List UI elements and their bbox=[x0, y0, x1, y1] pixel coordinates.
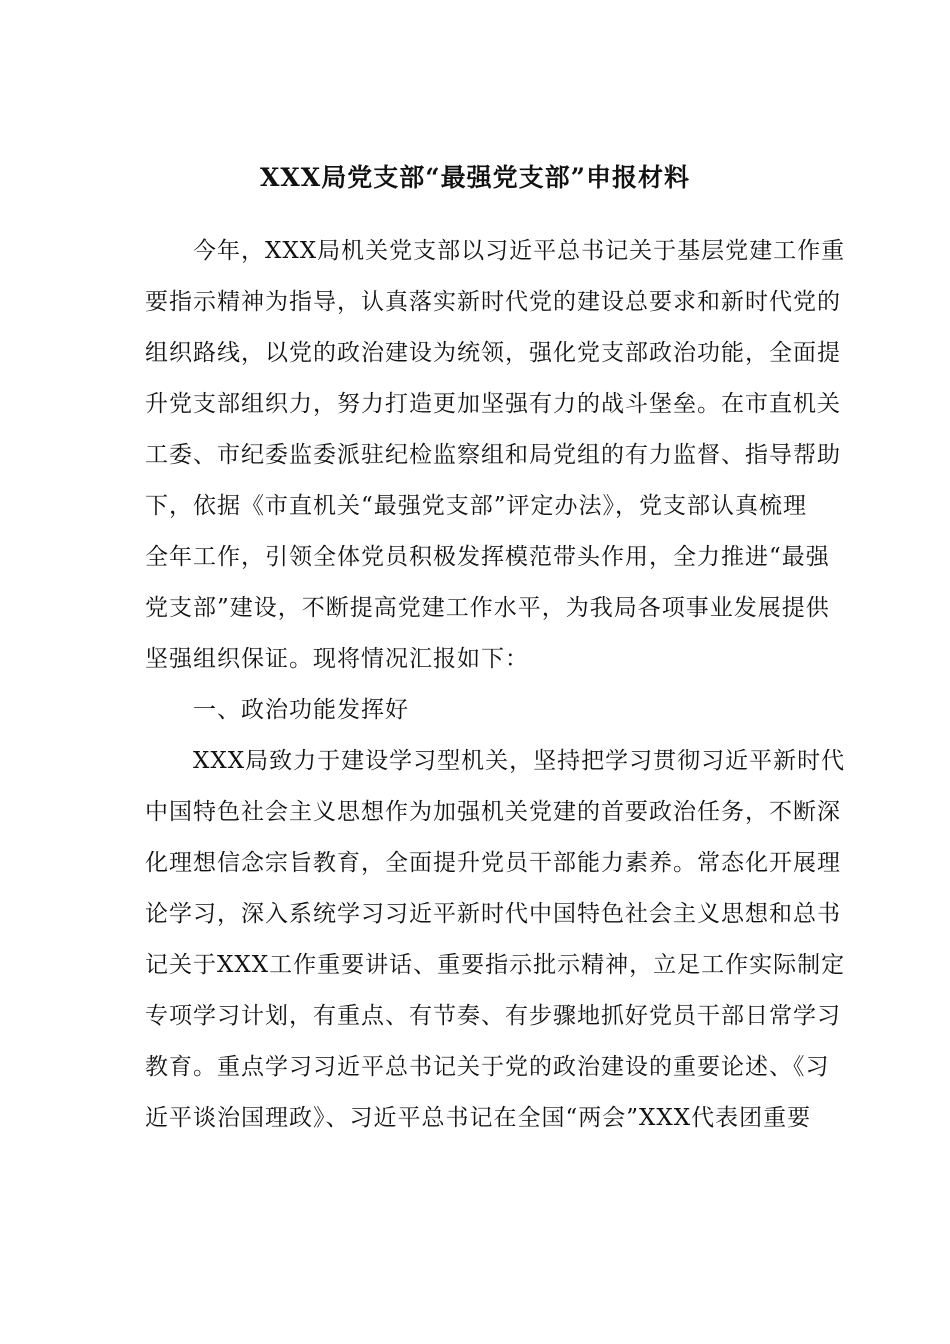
paragraph-line: XXX局致力于建设学习型机关，坚持把学习贯彻习近平新时代 bbox=[193, 748, 846, 774]
paragraph-line: 记关于XXX工作重要讲话、重要指示批示精神，立足工作实际制定 bbox=[145, 952, 846, 978]
paragraph-line: 升党支部组织力，努力打造更加坚强有力的战斗堡垒。在市直机关 bbox=[145, 391, 841, 417]
paragraph-line: 今年，XXX局机关党支部以习近平总书记关于基层党建工作重 bbox=[193, 238, 846, 264]
paragraph-line: 近平谈治国理政》、习近平总书记在全国“两会”XXX代表团重要 bbox=[145, 1105, 812, 1131]
paragraph-line: 坚强组织保证。现将情况汇报如下： bbox=[145, 646, 529, 672]
paragraph-line: 化理想信念宗旨教育，全面提升党员干部能力素养。常态化开展理 bbox=[145, 850, 841, 876]
document-title: XXX局党支部“最强党支部”申报材料 bbox=[260, 163, 690, 192]
paragraph-line: 工委、市纪委监委派驻纪检监察组和局党组的有力监督、指导帮助 bbox=[145, 442, 841, 468]
paragraph-line: 下，依据《市直机关“最强党支部”评定办法》，党支部认真梳理 bbox=[145, 493, 808, 519]
paragraph-line: 组织路线，以党的政治建设为统领，强化党支部政治功能，全面提 bbox=[145, 340, 841, 366]
paragraph-line: 全年工作，引领全体党员积极发挥模范带头作用，全力推进“最强 bbox=[145, 544, 830, 570]
paragraph-line: 要指示精神为指导，认真落实新时代党的建设总要求和新时代党的 bbox=[145, 289, 841, 315]
paragraph-line: 专项学习计划，有重点、有节奏、有步骤地抓好党员干部日常学习 bbox=[145, 1003, 841, 1029]
paragraph-line: 教育。重点学习习近平总书记关于党的政治建设的重要论述、《习 bbox=[145, 1054, 830, 1080]
paragraph-line: 论学习，深入系统学习习近平新时代中国特色社会主义思想和总书 bbox=[145, 901, 841, 927]
paragraph-line: 党支部”建设，不断提高党建工作水平，为我局各项事业发展提供 bbox=[145, 595, 830, 621]
section-heading: 一、政治功能发挥好 bbox=[193, 697, 409, 723]
paragraph-line: 中国特色社会主义思想作为加强机关党建的首要政治任务，不断深 bbox=[145, 799, 841, 825]
